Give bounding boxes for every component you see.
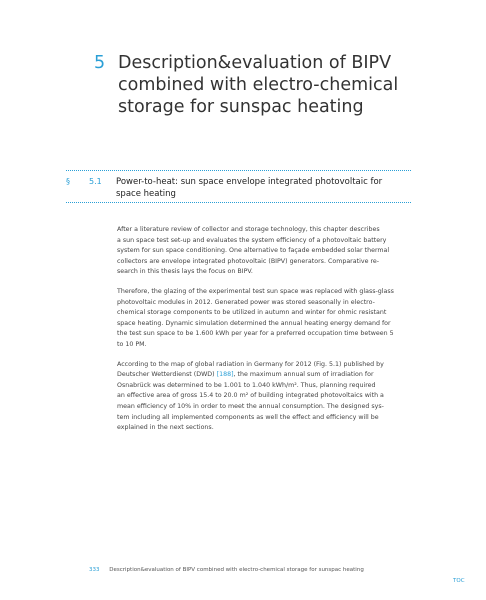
running-title: Description&evaluation of BIPV combined with electro-chemical storage for sunspac heating [109,567,364,573]
paragraph-3-start: According to the map of global radiation in Germany for 2012 (Fig. 5.1) published by Deutscher Wetterdienst (DWD) [117,360,384,379]
body-text [117,225,409,443]
paragraph-3 [117,360,409,434]
paragraph-3-end: , the maximum annual sum of irradiation for Osnabrück was determined to be 1.001 to 1.040 kWh/m². Thus, planning required an effective area of gross 15.4 to 20.0 m² of building integrated photovoltaics with a mean efficiency of 10% in order to meet the annual consumption. The designed sys- tem including all implemented components as well the effect and efficiency will be explained in the next sections. [117,371,384,432]
paragraph-2: Therefore, the glazing of the experimental test sun space was replaced with glass-glass photovoltaic modules in 2012. Generated power was stored seasonally in electro- chemical storage components to be utilized in autumn and winter for ohmic resistant space heating. Dynamic simulation determined the annual heating energy demand for the test sun space to be 1.600 kWh per year for a preferred occupation time between 5 to 10 PM. [117,287,394,348]
page-footer [89,566,469,574]
section-divider-top [66,170,411,171]
section-divider-bottom [66,202,411,203]
citation-link[interactable]: [188] [216,371,234,379]
chapter-number: 5 [94,53,106,73]
section-title: Power-to-heat: sun space envelope integrated photovoltaic for space heating [116,177,383,199]
paragraph-1: After a literature review of collector and storage technology, this chapter describes a sun space test set-up and evaluates the system efficiency of a photovoltaic battery system for sun space conditioning. One alternative to façade embedded solar thermal collectors are envelope integrated photovoltaic (BIPV) generators. Comparative re- search in this thesis lays the focus on BIPV. [117,226,390,276]
section-number: 5.1 [89,177,102,186]
section-symbol: § [66,177,70,186]
page-number: 333 [89,567,100,573]
toc-link[interactable]: TOC [453,578,465,584]
chapter-title: Description&evaluation of BIPV combined with electro-chemical storage for sunspac heating [118,53,399,117]
